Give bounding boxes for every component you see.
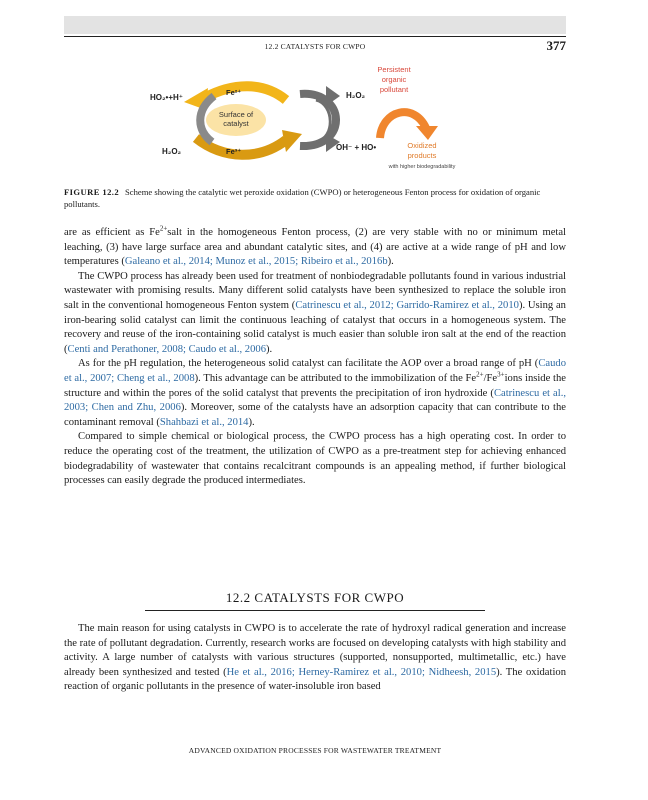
arrow-yellow-top (204, 86, 286, 100)
label-ho2-h: HO₂•+H⁺ (150, 93, 184, 102)
label-fe2: Fe²⁺ (226, 88, 242, 97)
paragraph-2 (64, 270, 566, 358)
text-run: ). The oxidation reaction of organic pollutants in the presence of water-insoluble iron based (64, 666, 566, 693)
paragraph-3 (64, 357, 566, 430)
superscript: 3+ (497, 370, 505, 379)
text-run: ). This advantage can be attributed to the immobilization of the Fe (194, 372, 477, 384)
text-run: The CWPO process has already been used for treatment of nonbiodegradable pollutants found in various industrial wastewater with promising results. Many different solid catalysts have been synthesized to replace the soluble iron salt in the conventional homogeneous Fenton system ( (64, 270, 566, 311)
section-rule (145, 610, 485, 611)
figure-caption (64, 186, 566, 210)
body-text (64, 226, 566, 489)
label-persistent-3: pollutant (379, 85, 409, 94)
text-run: ). (387, 256, 394, 268)
citation-link[interactable]: Galeano et al., 2014; Munoz et al., 2015; Ribeiro et al., 2016b (124, 256, 388, 268)
text-run: salt in the homogeneous Fenton process, (2) are very stable with no or minimum metal leaching, (3) have large surface area and abundant catalytic sites, and (4) are active at a wide range of pH and low temperatures ( (64, 227, 567, 268)
caption-text: Scheme showing the catalytic wet peroxide oxidation (CWPO) or heterogeneous Fenton process for oxidation of organic pollutants. (64, 187, 541, 209)
section-body (64, 622, 566, 695)
text-run: are as efficient as Fe (64, 227, 160, 238)
label-oxidized-2: products (407, 151, 437, 160)
citation-link[interactable]: Shahbazi et al., 2014 (159, 416, 249, 428)
header-rule (64, 36, 566, 37)
label-persistent-1: Persistent (377, 65, 411, 74)
text-run: The main reason for using catalysts in CWPO is to accelerate the rate of hydroxyl radical generation and increase the rate of pollutant degradation. Currently, research works are focused on developing catalysts with high stability and activity. A large number of catalysts with various structures (supported, nonsupported, multimetallic, etc.) have already been synthesized and tested ( (64, 623, 566, 678)
arrow-orange-head (416, 126, 438, 140)
header-band (64, 16, 566, 34)
paragraph-1 (64, 226, 566, 270)
arrow-orange (380, 112, 426, 138)
label-oxidized-1: Oxidized (407, 141, 437, 150)
surface-label-2: catalyst (223, 119, 249, 128)
citation-link[interactable]: Caudo et al., 2007; Cheng et al., 2008 (64, 358, 566, 384)
figure-12-2 (64, 60, 566, 178)
page-number: 377 (546, 38, 566, 53)
section-heading: 12.2 CATALYSTS FOR CWPO (225, 590, 405, 605)
label-oh-ho: OH⁻ + HO• (336, 143, 377, 152)
text-run: ). Using an iron-bearing solid catalyst can limit the continuous leaching of catalyst that occurs in a homogeneous system. The recovery and reuse of the iron-containing solid catalyst is much easier than soluble iron salt at the end of the reaction ( (64, 299, 566, 355)
paragraph-4: Compared to simple chemical or biological process, the CWPO process has a high operating cost. In order to reduce the operating cost of the treatment, the utilization of CWPO as a pre-treatment step for achieving enhanced biodegradability of wastewater that contains recalcitrant compounds is an appealing method, if further biological processes can easily degrade the produced intermediates. (64, 431, 566, 487)
text-run: ). (248, 416, 255, 428)
label-h2o2-right: H₂O₂ (346, 91, 366, 100)
label-biodeg: with higher biodegradability (388, 164, 456, 170)
citation-link[interactable]: Catrinescu et al., 2012; Garrido-Ramirez et al., 2010 (295, 299, 519, 311)
text-run: ). Moreover, some of the catalysts have an adsorption capacity that can contribute to the contaminant removal ( (64, 402, 566, 428)
text-run: As for the pH regulation, the heterogeneous solid catalyst can facilitate the AOP over a broad range of pH ( (78, 358, 539, 370)
superscript: 2+ (476, 370, 484, 379)
citation-link[interactable]: Catrinescu et al., 2003; Chen and Zhu, 2006 (64, 387, 567, 414)
surface-label-1: Surface of (218, 110, 254, 119)
text-run: ions inside the structure and within the pores of the solid catalyst that prevents the precipitation of iron hydroxide ( (64, 372, 566, 399)
caption-label: FIGURE 12.2 (64, 187, 120, 197)
cwpo-scheme-diagram (64, 60, 566, 178)
text-run: ). (266, 343, 273, 355)
arrow-yellow-bottom-head (282, 130, 302, 152)
citation-link[interactable]: He et al., 2016; Herney-Ramirez et al., 2010; Nidheesh, 2015 (226, 666, 497, 678)
paragraph-5 (64, 622, 566, 695)
superscript: 2+ (159, 224, 168, 233)
text-run: /Fe (483, 372, 498, 384)
label-persistent-2: organic (381, 75, 407, 84)
running-head: 12.2 CATALYSTS FOR CWPO (264, 42, 366, 51)
label-h2o2-left: H₂O₂ (162, 147, 182, 156)
label-fe3: Fe³⁺ (226, 147, 242, 156)
footer: ADVANCED OXIDATION PROCESSES FOR WASTEWATER TREATMENT (188, 746, 442, 755)
citation-link[interactable]: Centi and Perathoner, 2008; Caudo et al., 2006 (67, 343, 266, 355)
